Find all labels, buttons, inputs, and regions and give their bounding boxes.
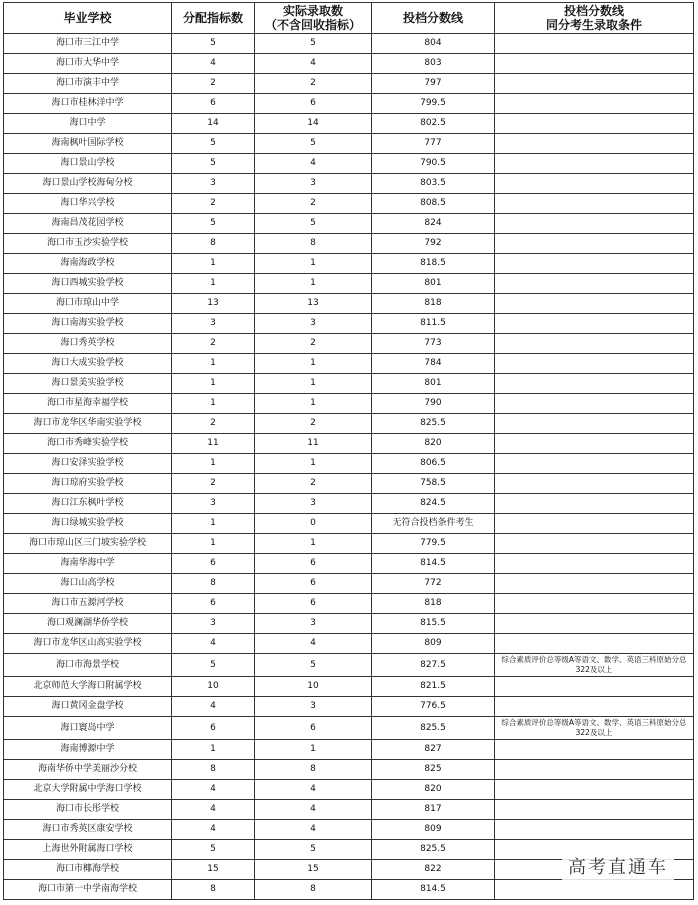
cell-quota: 4: [172, 800, 255, 820]
cell-score: 811.5: [372, 314, 495, 334]
cell-quota: 1: [172, 254, 255, 274]
cell-school: 海口中学: [4, 114, 172, 134]
cell-condition: [495, 334, 694, 354]
cell-quota: 5: [172, 134, 255, 154]
cell-condition: [495, 134, 694, 154]
cell-school: 海口市桂林洋中学: [4, 94, 172, 114]
cell-school: 海口市龙华区华南实验学校: [4, 414, 172, 434]
cell-condition: [495, 294, 694, 314]
cell-actual: 8: [255, 880, 372, 900]
table-row: [4, 614, 694, 634]
cell-actual: 8: [255, 760, 372, 780]
cell-condition: [495, 820, 694, 840]
cell-score: 814.5: [372, 554, 495, 574]
cell-quota: 4: [172, 634, 255, 654]
cell-quota: 6: [172, 554, 255, 574]
cell-score: 817: [372, 800, 495, 820]
cell-quota: 2: [172, 194, 255, 214]
cell-score: 821.5: [372, 677, 495, 697]
cell-actual: 4: [255, 634, 372, 654]
cell-score: 820: [372, 434, 495, 454]
cell-school: 海口黄冈金盘学校: [4, 697, 172, 717]
cell-score: 797: [372, 74, 495, 94]
cell-score: 779.5: [372, 534, 495, 554]
cell-school: 北京大学附属中学海口学校: [4, 780, 172, 800]
cell-condition: [495, 154, 694, 174]
table-row: [4, 880, 694, 900]
cell-quota: 5: [172, 214, 255, 234]
cell-quota: 6: [172, 94, 255, 114]
table-row: [4, 294, 694, 314]
cell-school: 海口华兴学校: [4, 194, 172, 214]
cell-actual: 14: [255, 114, 372, 134]
table-row: [4, 254, 694, 274]
cell-school: 海口市玉沙实验学校: [4, 234, 172, 254]
cell-school: 海口市演丰中学: [4, 74, 172, 94]
cell-quota: 3: [172, 614, 255, 634]
table-row: [4, 314, 694, 334]
cell-actual: 10: [255, 677, 372, 697]
cell-score: 806.5: [372, 454, 495, 474]
cell-score: 802.5: [372, 114, 495, 134]
table-row: [4, 154, 694, 174]
cell-school: 海口市椰海学校: [4, 860, 172, 880]
cell-quota: 1: [172, 514, 255, 534]
table-row: [4, 454, 694, 474]
cell-actual: 2: [255, 334, 372, 354]
cell-school: 海口琼府实验学校: [4, 474, 172, 494]
cell-condition: [495, 394, 694, 414]
cell-score: 822: [372, 860, 495, 880]
cell-quota: 6: [172, 594, 255, 614]
cell-school: 海口江东枫叶学校: [4, 494, 172, 514]
cell-condition: [495, 314, 694, 334]
table-row: [4, 34, 694, 54]
cell-score: 818: [372, 294, 495, 314]
cell-score: 824.5: [372, 494, 495, 514]
cell-score: 809: [372, 634, 495, 654]
table-row: [4, 474, 694, 494]
cell-score: 820: [372, 780, 495, 800]
cell-score: 818: [372, 594, 495, 614]
cell-score: 799.5: [372, 94, 495, 114]
cell-school: 海南昌茂花园学校: [4, 214, 172, 234]
cell-score: 801: [372, 374, 495, 394]
cell-condition: [495, 34, 694, 54]
cell-actual: 1: [255, 534, 372, 554]
cell-school: 上海世外附属海口学校: [4, 840, 172, 860]
cell-actual: 3: [255, 174, 372, 194]
cell-score: 827.5: [372, 654, 495, 677]
table-row: [4, 434, 694, 454]
cell-condition: [495, 594, 694, 614]
cell-score: 803.5: [372, 174, 495, 194]
cell-school: 海口市五源河学校: [4, 594, 172, 614]
cell-quota: 10: [172, 677, 255, 697]
cell-condition: [495, 254, 694, 274]
cell-score: 818.5: [372, 254, 495, 274]
cell-school: 海口绿城实验学校: [4, 514, 172, 534]
cell-condition: [495, 880, 694, 900]
cell-school: 海口市秀峰实验学校: [4, 434, 172, 454]
cell-actual: 4: [255, 780, 372, 800]
cell-condition: [495, 354, 694, 374]
cell-score: 814.5: [372, 880, 495, 900]
cell-quota: 8: [172, 880, 255, 900]
table-row: [4, 374, 694, 394]
cell-actual: 5: [255, 654, 372, 677]
cell-score: 772: [372, 574, 495, 594]
cell-school: 海口秀英学校: [4, 334, 172, 354]
cell-school: 海口景山学校: [4, 154, 172, 174]
table-row: [4, 234, 694, 254]
cell-school: 海口景山学校海甸分校: [4, 174, 172, 194]
cell-condition: [495, 454, 694, 474]
cell-quota: 8: [172, 574, 255, 594]
cell-quota: 4: [172, 820, 255, 840]
cell-actual: 2: [255, 414, 372, 434]
cell-condition: [495, 94, 694, 114]
watermark-text: 高考直通车: [562, 851, 674, 881]
cell-school: 北京师范大学海口附属学校: [4, 677, 172, 697]
cell-quota: 1: [172, 454, 255, 474]
cell-actual: 5: [255, 214, 372, 234]
table-row: [4, 800, 694, 820]
cell-school: 海口寰岛中学: [4, 717, 172, 740]
cell-actual: 5: [255, 134, 372, 154]
cell-condition: [495, 554, 694, 574]
cell-quota: 5: [172, 840, 255, 860]
cell-score: 792: [372, 234, 495, 254]
cell-quota: 8: [172, 234, 255, 254]
cell-condition: [495, 54, 694, 74]
cell-condition: [495, 697, 694, 717]
cell-condition: [495, 174, 694, 194]
cell-condition: [495, 760, 694, 780]
cell-school: 海口市龙华区山高实验学校: [4, 634, 172, 654]
cell-quota: 1: [172, 374, 255, 394]
cell-quota: 5: [172, 654, 255, 677]
cell-quota: 1: [172, 534, 255, 554]
cell-actual: 11: [255, 434, 372, 454]
cell-actual: 4: [255, 820, 372, 840]
cell-quota: 5: [172, 34, 255, 54]
cell-actual: 3: [255, 314, 372, 334]
cell-score: 无符合投档条件考生: [372, 514, 495, 534]
cell-condition: [495, 434, 694, 454]
cell-actual: 6: [255, 94, 372, 114]
cell-actual: 6: [255, 594, 372, 614]
cell-condition: 综合素质评价总等级A等语文、数学、英语三科原始分总322及以上: [495, 654, 694, 677]
cell-school: 海口市长彤学校: [4, 800, 172, 820]
cell-condition: [495, 614, 694, 634]
cell-actual: 2: [255, 74, 372, 94]
table-row: [4, 194, 694, 214]
cell-score: 777: [372, 134, 495, 154]
cell-score: 809: [372, 820, 495, 840]
table-row: [4, 697, 694, 717]
cell-actual: 4: [255, 800, 372, 820]
cell-score: 801: [372, 274, 495, 294]
cell-quota: 5: [172, 154, 255, 174]
cell-actual: 1: [255, 394, 372, 414]
cell-quota: 13: [172, 294, 255, 314]
cell-actual: 13: [255, 294, 372, 314]
table-row: [4, 214, 694, 234]
cell-actual: 1: [255, 354, 372, 374]
table-row: [4, 534, 694, 554]
cell-score: 824: [372, 214, 495, 234]
cell-school: 海口市海景学校: [4, 654, 172, 677]
table-row: [4, 174, 694, 194]
cell-quota: 4: [172, 780, 255, 800]
cell-actual: 15: [255, 860, 372, 880]
cell-score: 790.5: [372, 154, 495, 174]
cell-actual: 8: [255, 234, 372, 254]
table-row: [4, 334, 694, 354]
cell-school: 海口大成实验学校: [4, 354, 172, 374]
cell-quota: 2: [172, 414, 255, 434]
header-row: [4, 3, 694, 34]
cell-quota: 1: [172, 394, 255, 414]
cell-actual: 5: [255, 34, 372, 54]
header-condition: 投档分数线 同分考生录取条件: [495, 3, 694, 34]
cell-actual: 6: [255, 717, 372, 740]
cell-actual: 0: [255, 514, 372, 534]
cell-school: 海口景美实验学校: [4, 374, 172, 394]
cell-school: 海南枫叶国际学校: [4, 134, 172, 154]
cell-school: 海口市星海幸福学校: [4, 394, 172, 414]
cell-quota: 1: [172, 740, 255, 760]
cell-condition: [495, 677, 694, 697]
cell-condition: [495, 740, 694, 760]
cell-score: 803: [372, 54, 495, 74]
cell-score: 827: [372, 740, 495, 760]
cell-quota: 3: [172, 494, 255, 514]
table-row: [4, 760, 694, 780]
cell-quota: 15: [172, 860, 255, 880]
cell-actual: 6: [255, 574, 372, 594]
cell-actual: 1: [255, 374, 372, 394]
cell-school: 海口市第一中学南海学校: [4, 880, 172, 900]
cell-condition: [495, 780, 694, 800]
cell-condition: [495, 374, 694, 394]
table-row: [4, 574, 694, 594]
cell-actual: 4: [255, 154, 372, 174]
table-row: [4, 354, 694, 374]
cell-quota: 2: [172, 74, 255, 94]
header-school: 毕业学校: [4, 3, 172, 34]
cell-school: 海口市三江中学: [4, 34, 172, 54]
cell-school: 海口观澜湖华侨学校: [4, 614, 172, 634]
cell-school: 海口山高学校: [4, 574, 172, 594]
cell-quota: 4: [172, 697, 255, 717]
table-row: [4, 394, 694, 414]
cell-condition: [495, 414, 694, 434]
cell-school: 海口市琼山区三门坡实验学校: [4, 534, 172, 554]
table-row: [4, 677, 694, 697]
cell-score: 825.5: [372, 717, 495, 740]
cell-school: 海口市大华中学: [4, 54, 172, 74]
cell-quota: 1: [172, 274, 255, 294]
header-quota: 分配指标数: [172, 3, 255, 34]
table-row: [4, 717, 694, 740]
cell-score: 825.5: [372, 840, 495, 860]
cell-condition: [495, 114, 694, 134]
cell-condition: [495, 494, 694, 514]
cell-actual: 1: [255, 740, 372, 760]
header-actual: 实际录取数 （不含回收指标）: [255, 3, 372, 34]
cell-condition: [495, 234, 694, 254]
cell-actual: 4: [255, 54, 372, 74]
table-row: [4, 94, 694, 114]
table-row: [4, 740, 694, 760]
cell-score: 825.5: [372, 414, 495, 434]
cell-condition: [495, 274, 694, 294]
cell-quota: 3: [172, 314, 255, 334]
cell-score: 773: [372, 334, 495, 354]
cell-score: 804: [372, 34, 495, 54]
cell-quota: 4: [172, 54, 255, 74]
cell-condition: [495, 74, 694, 94]
cell-quota: 2: [172, 474, 255, 494]
table-row: [4, 54, 694, 74]
cell-school: 海口市琼山中学: [4, 294, 172, 314]
cell-condition: [495, 534, 694, 554]
cell-school: 海南华侨中学美丽沙分校: [4, 760, 172, 780]
table-row: [4, 414, 694, 434]
cell-school: 海口南海实验学校: [4, 314, 172, 334]
cell-school: 海南华海中学: [4, 554, 172, 574]
cell-score: 784: [372, 354, 495, 374]
cell-score: 808.5: [372, 194, 495, 214]
table-row: [4, 274, 694, 294]
cell-condition: [495, 800, 694, 820]
cell-condition: [495, 214, 694, 234]
cell-quota: 14: [172, 114, 255, 134]
table-row: [4, 134, 694, 154]
cell-quota: 6: [172, 717, 255, 740]
cell-actual: 1: [255, 274, 372, 294]
table-row: [4, 74, 694, 94]
cell-school: 海口安泽实验学校: [4, 454, 172, 474]
cell-condition: [495, 474, 694, 494]
cell-quota: 3: [172, 174, 255, 194]
table-row: [4, 594, 694, 614]
cell-school: 海南海政学校: [4, 254, 172, 274]
cell-school: 海口西城实验学校: [4, 274, 172, 294]
cell-condition: 综合素质评价总等级A等语文、数学、英语三科原始分总322及以上: [495, 717, 694, 740]
table-row: [4, 554, 694, 574]
cell-condition: [495, 194, 694, 214]
table-row: [4, 634, 694, 654]
cell-score: 815.5: [372, 614, 495, 634]
cell-actual: 3: [255, 614, 372, 634]
cell-condition: [495, 634, 694, 654]
cell-score: 825: [372, 760, 495, 780]
cell-score: 758.5: [372, 474, 495, 494]
cell-school: 海口市秀英区康安学校: [4, 820, 172, 840]
cell-quota: 2: [172, 334, 255, 354]
cell-actual: 1: [255, 254, 372, 274]
cell-quota: 1: [172, 354, 255, 374]
table-row: [4, 514, 694, 534]
table-row: [4, 780, 694, 800]
cell-condition: [495, 574, 694, 594]
table-row: [4, 654, 694, 677]
header-score: 投档分数线: [372, 3, 495, 34]
cell-quota: 8: [172, 760, 255, 780]
cell-actual: 1: [255, 454, 372, 474]
cell-actual: 2: [255, 194, 372, 214]
cell-actual: 2: [255, 474, 372, 494]
cell-score: 790: [372, 394, 495, 414]
cell-actual: 3: [255, 697, 372, 717]
cell-score: 776.5: [372, 697, 495, 717]
admission-table: [3, 2, 694, 900]
cell-quota: 11: [172, 434, 255, 454]
table-row: [4, 494, 694, 514]
table-row: [4, 820, 694, 840]
cell-condition: [495, 514, 694, 534]
cell-actual: 3: [255, 494, 372, 514]
cell-actual: 5: [255, 840, 372, 860]
cell-school: 海南博源中学: [4, 740, 172, 760]
cell-actual: 6: [255, 554, 372, 574]
table-row: [4, 114, 694, 134]
